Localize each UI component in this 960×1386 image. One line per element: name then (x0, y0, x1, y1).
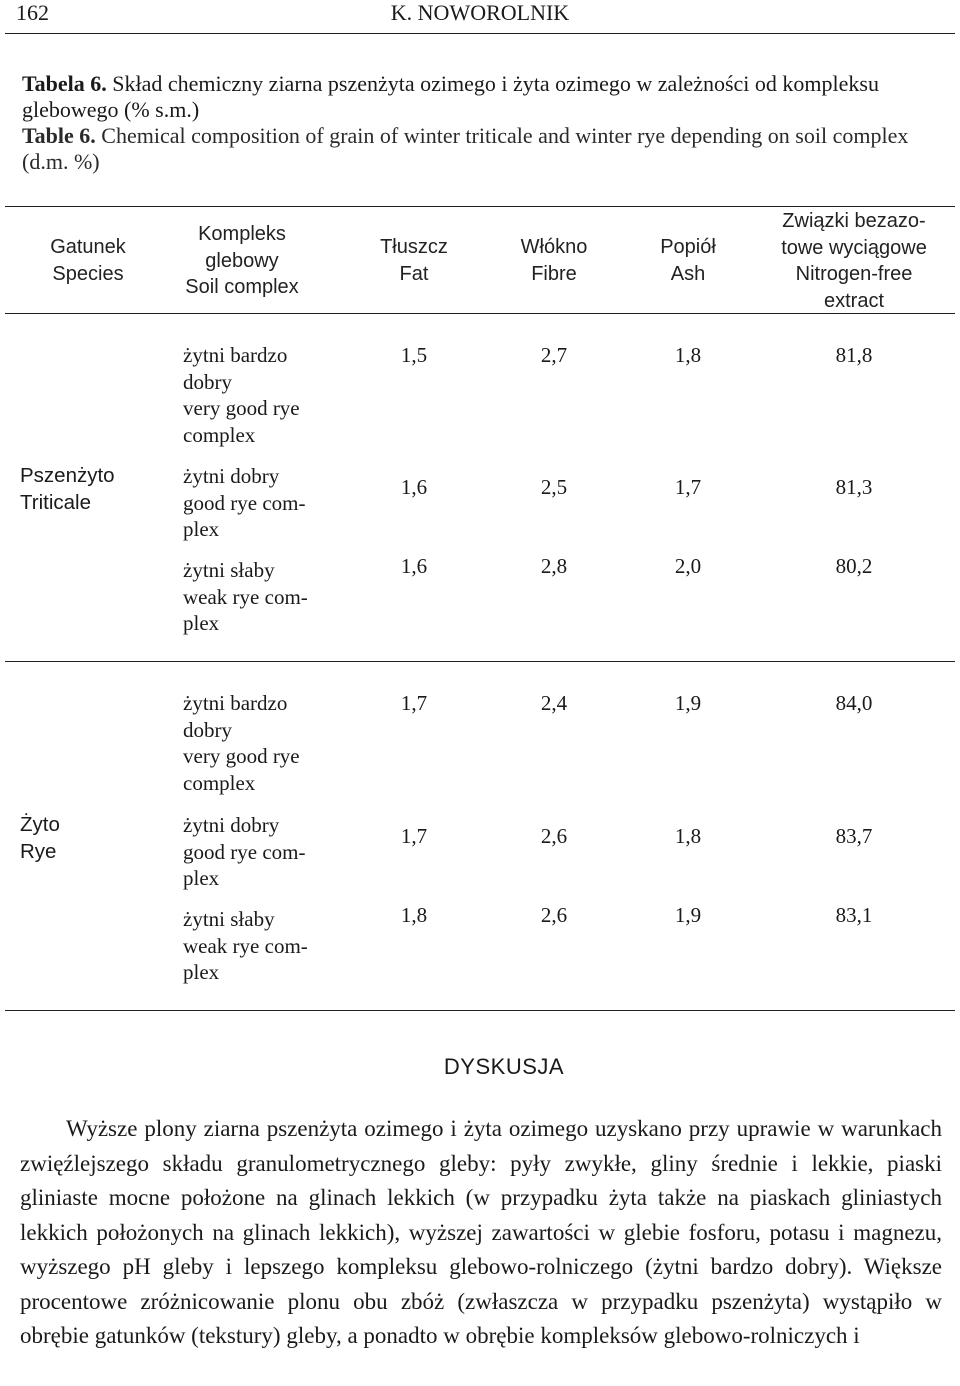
table-top-rule (5, 206, 955, 207)
table-caption-english (22, 123, 942, 175)
ash-value: 1,9 (674, 691, 702, 715)
fibre-value: 2,5 (540, 475, 568, 499)
header-ash: Popiół Ash (660, 236, 716, 285)
soil-complex-cell: żytni słaby weak rye com- plex (183, 907, 308, 984)
ash-value: 2,0 (674, 554, 702, 578)
fibre-value: 2,6 (540, 824, 568, 848)
header-fibre: Włókno Fibre (520, 236, 588, 285)
ash-value: 1,9 (674, 903, 702, 927)
running-head: K. NOWOROLNIK (390, 0, 570, 25)
fat-value: 1,8 (400, 903, 428, 927)
discussion-paragraph: Wyższe plony ziarna pszenżyta ozimego i żyta ozimego uzyskano przy uprawie w warunkach zwięźlejszego składu granulometrycznego gleby: pyły zwykłe, gliny średnie i lekkie, piaski gliniaste mocne położone na glinach lekkich (w przypadku żyta także na piaskach gliniastych lekkich położonych na glinach lekkich), wyższej zawartości w glebie fosforu, potasu i magnezu, wyższego pH gleby i lepszego kompleksu glebowo-rolniczego (żytni bardzo dobry). Większe procentowe zróżnicowanie plonu obu zbóż (zwłaszcza w przypadku pszenżyta) wystąpiło w obrębie gatunków (tekstury) gleby, a ponadto w obrębie kompleksów glebowo-rolniczych i (20, 1116, 942, 1348)
soil-complex-cell: żytni bardzo dobry very good rye complex (183, 691, 300, 795)
fat-value: 1,7 (400, 824, 428, 848)
ash-value: 1,8 (674, 343, 702, 367)
nfe-value: 81,3 (835, 475, 873, 499)
fat-value: 1,7 (400, 691, 428, 715)
table-group-rule (5, 661, 955, 662)
page-header (0, 0, 960, 30)
nfe-value: 83,1 (835, 903, 873, 927)
nfe-value: 80,2 (835, 554, 873, 578)
header-species: Gatunek Species (50, 236, 126, 285)
nfe-value: 84,0 (835, 691, 873, 715)
page-number: 162 (16, 0, 49, 25)
header-nitrogen-free-extract: Związki bezazo- towe wyciągowe Nitrogen-free extract (781, 210, 927, 312)
species-label: Pszenżyto Triticale (20, 464, 115, 514)
table-caption-polish (22, 71, 942, 123)
ash-value: 1,8 (674, 824, 702, 848)
header-soil-complex: Kompleks glebowy Soil complex (185, 223, 299, 298)
header-fat: Tłuszcz Fat (380, 236, 448, 285)
species-label: Żyto Rye (20, 813, 60, 863)
table-bottom-rule (5, 1010, 955, 1011)
fat-value: 1,6 (400, 475, 428, 499)
soil-complex-cell: żytni słaby weak rye com- plex (183, 558, 308, 635)
caption-text-en: Chemical composition of grain of winter triticale and winter rye depending on soil complex (d.m. %) (22, 123, 909, 174)
soil-complex-cell: żytni dobry good rye com- plex (183, 464, 306, 541)
fibre-value: 2,8 (540, 554, 568, 578)
table-header-rule (5, 313, 955, 314)
fibre-value: 2,4 (540, 691, 568, 715)
soil-complex-cell: żytni dobry good rye com- plex (183, 813, 306, 890)
caption-label-pl: Tabela 6. (22, 71, 107, 96)
nfe-value: 81,8 (835, 343, 873, 367)
section-title-discussion: DYSKUSJA (443, 1054, 565, 1079)
fibre-value: 2,6 (540, 903, 568, 927)
caption-label-en: Table 6. (22, 123, 96, 148)
nfe-value: 83,7 (835, 824, 873, 848)
header-rule (5, 33, 955, 34)
fibre-value: 2,7 (540, 343, 568, 367)
fat-value: 1,6 (400, 554, 428, 578)
fat-value: 1,5 (400, 343, 428, 367)
caption-text-pl: Skład chemiczny ziarna pszenżyta ozimego i żyta ozimego w zależności od kompleksu glebowego (% s.m.) (22, 71, 879, 122)
ash-value: 1,7 (674, 475, 702, 499)
soil-complex-cell: żytni bardzo dobry very good rye complex (183, 343, 300, 447)
